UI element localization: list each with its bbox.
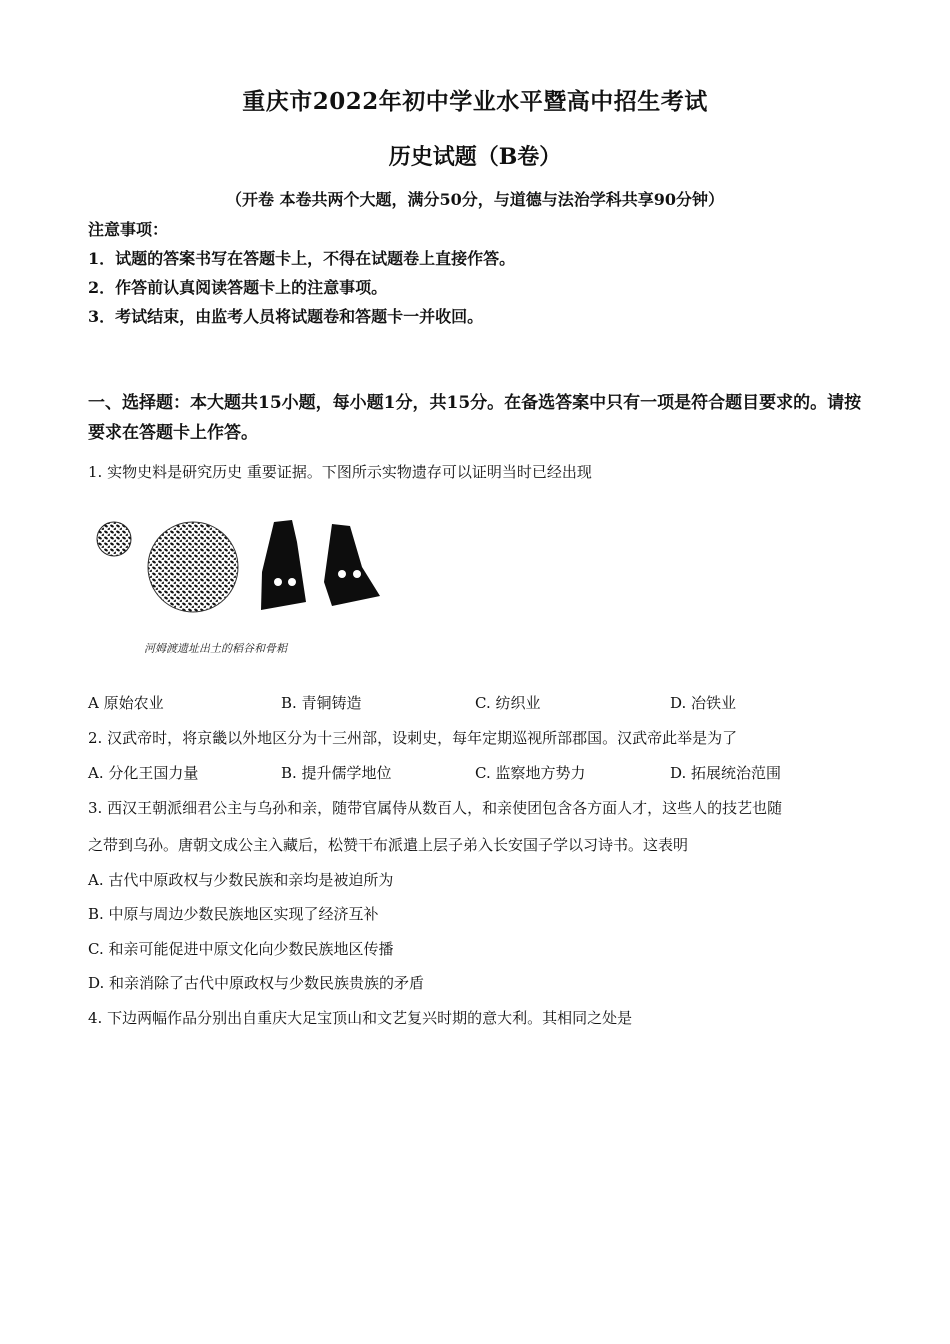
notes-block: [88, 215, 515, 331]
note-item: 1．试题的答案书写在答题卡上，不得在试题卷上直接作答。: [88, 249, 516, 268]
rice-and-bone-spade-image: [92, 512, 392, 662]
option-b[interactable]: B. 青铜铸造: [281, 694, 362, 712]
figure-caption: 河姆渡遗址出土的稻谷和骨耜: [144, 642, 287, 655]
question-4-stem: 4. 下边两幅作品分别出自重庆大足宝顶山和文艺复兴时期的意大利。其相同之处是: [88, 1009, 633, 1027]
section-heading: 一、选择题：本大题共15小题，每小题1分，共15分。在备选答案中只有一项是符合题目要求的。请按要求在答题卡上作答。: [88, 393, 862, 443]
question-1-stem: 1. 实物史料是研究历史 重要证据。下图所示实物遗存可以证明当时已经出现: [88, 463, 592, 481]
option-d[interactable]: D. 拓展统治范围: [670, 764, 782, 782]
exam-subtitle: 历史试题（B卷）: [388, 144, 562, 170]
question-2-stem: 2. 汉武帝时，将京畿以外地区分为十三州部，设刺史，每年定期巡视所部郡国。汉武帝此举是为了: [88, 729, 738, 747]
notes-heading: 注意事项：: [88, 220, 169, 239]
option-a[interactable]: A. 分化王国力量: [88, 764, 199, 782]
option-b[interactable]: B. 中原与周边少数民族地区实现了经济互补: [88, 905, 379, 923]
option-a[interactable]: A. 古代中原政权与少数民族和亲均是被迫所为: [88, 871, 394, 889]
artifact-figure: [92, 512, 392, 662]
question-3-stem-line-1: 3. 西汉王朝派细君公主与乌孙和亲，随带官属侍从数百人，和亲使团包含各方面人才，这些人的技艺也随: [88, 799, 783, 817]
note-item: 3．考试结束，由监考人员将试题卷和答题卡一并收回。: [88, 307, 484, 326]
option-b[interactable]: B. 提升儒学地位: [281, 764, 392, 782]
exam-info: （开卷 本卷共两个大题，满分50分，与道德与法治学科共享90分钟）: [225, 190, 725, 209]
option-d[interactable]: D. 冶铁业: [670, 694, 737, 712]
question-3-stem-line-2: 之带到乌孙。唐朝文成公主入藏后，松赞干布派遣上层子弟入长安国子学以习诗书。这表明: [88, 836, 689, 854]
option-d[interactable]: D. 和亲消除了古代中原政权与少数民族贵族的矛盾: [88, 974, 425, 992]
option-c[interactable]: C. 和亲可能促进中原文化向少数民族地区传播: [88, 940, 394, 958]
exam-title: 重庆市2022年初中学业水平暨高中招生考试: [242, 88, 708, 115]
note-item: 2．作答前认真阅读答题卡上的注意事项。: [88, 278, 388, 297]
option-a[interactable]: A 原始农业: [88, 694, 164, 712]
option-c[interactable]: C. 监察地方势力: [475, 764, 586, 782]
option-c[interactable]: C. 纺织业: [475, 694, 541, 712]
